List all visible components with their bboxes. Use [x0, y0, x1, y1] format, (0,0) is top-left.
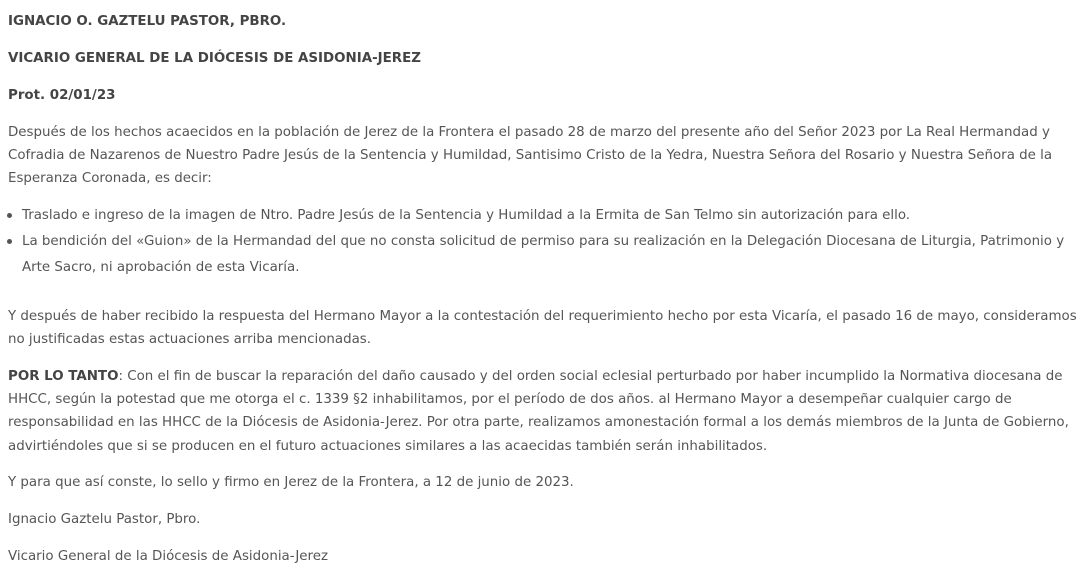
facts-list — [0, 203, 1076, 281]
resolution-paragraph — [8, 365, 1084, 458]
list-item: La bendición del «Guion» de la Hermandad del que no consta solicitud de permiso para su realización en la Delegación Diocesana de Liturgia, Patrimonio y Arte Sacro, ni aprobación de esta Vicaría. — [22, 229, 1076, 281]
closing-paragraph: Y para que así conste, lo sello y firmo en Jerez de la Frontera, a 12 de junio de 2023. — [8, 475, 574, 490]
author-role: VICARIO GENERAL DE LA DIÓCESIS DE ASIDONIA-JEREZ — [8, 51, 421, 66]
resolution-lead: POR LO TANTO — [8, 369, 119, 384]
list-item: Traslado e ingreso de la imagen de Ntro. Padre Jesús de la Sentencia y Humildad a la Ermita de San Telmo sin autorización para ello. — [22, 203, 1076, 229]
signature-name: Ignacio Gaztelu Pastor, Pbro. — [8, 512, 201, 527]
resolution-text: : Con el fin de buscar la reparación del daño causado y del orden social eclesial perturbado por haber incumplido la Normativa diocesana de HHCC, según la potestad que me otorga el c. 1339 §2 inhabilitamos, por el período de dos años. al Hermano Mayor a desempeñar cualquier cargo de responsabilidad en las HHCC de la Diócesis de Asidonia-Jerez. Por otra parte, realizamos amonestación formal a los demás miembros de la Junta de Gobierno, advirtiéndoles que si se producen en el futuro actuaciones similares a las acaecidas también serán inhabilitados. — [8, 369, 1069, 454]
protocol-number: Prot. 02/01/23 — [8, 88, 116, 103]
signature-title: Vicario General de la Diócesis de Asidonia-Jerez — [8, 549, 328, 564]
intro-paragraph: Después de los hechos acaecidos en la población de Jerez de la Frontera el pasado 28 de marzo del presente año del Señor 2023 por La Real Hermandad y Cofradia de Nazarenos de Nuestro Padre Jesús de la Sentencia y Humildad, Santisimo Cristo de la Yedra, Nuestra Señora del Rosario y Nuestra Señora de la Esperanza Coronada, es decir: — [8, 125, 1053, 187]
response-paragraph: Y después de haber recibido la respuesta del Hermano Mayor a la contestación del requerimiento hecho por esta Vicaría, el pasado 16 de mayo, consideramos no justificadas estas actuaciones arriba mencionadas. — [8, 309, 1077, 348]
author-name: IGNACIO O. GAZTELU PASTOR, PBRO. — [8, 14, 287, 29]
